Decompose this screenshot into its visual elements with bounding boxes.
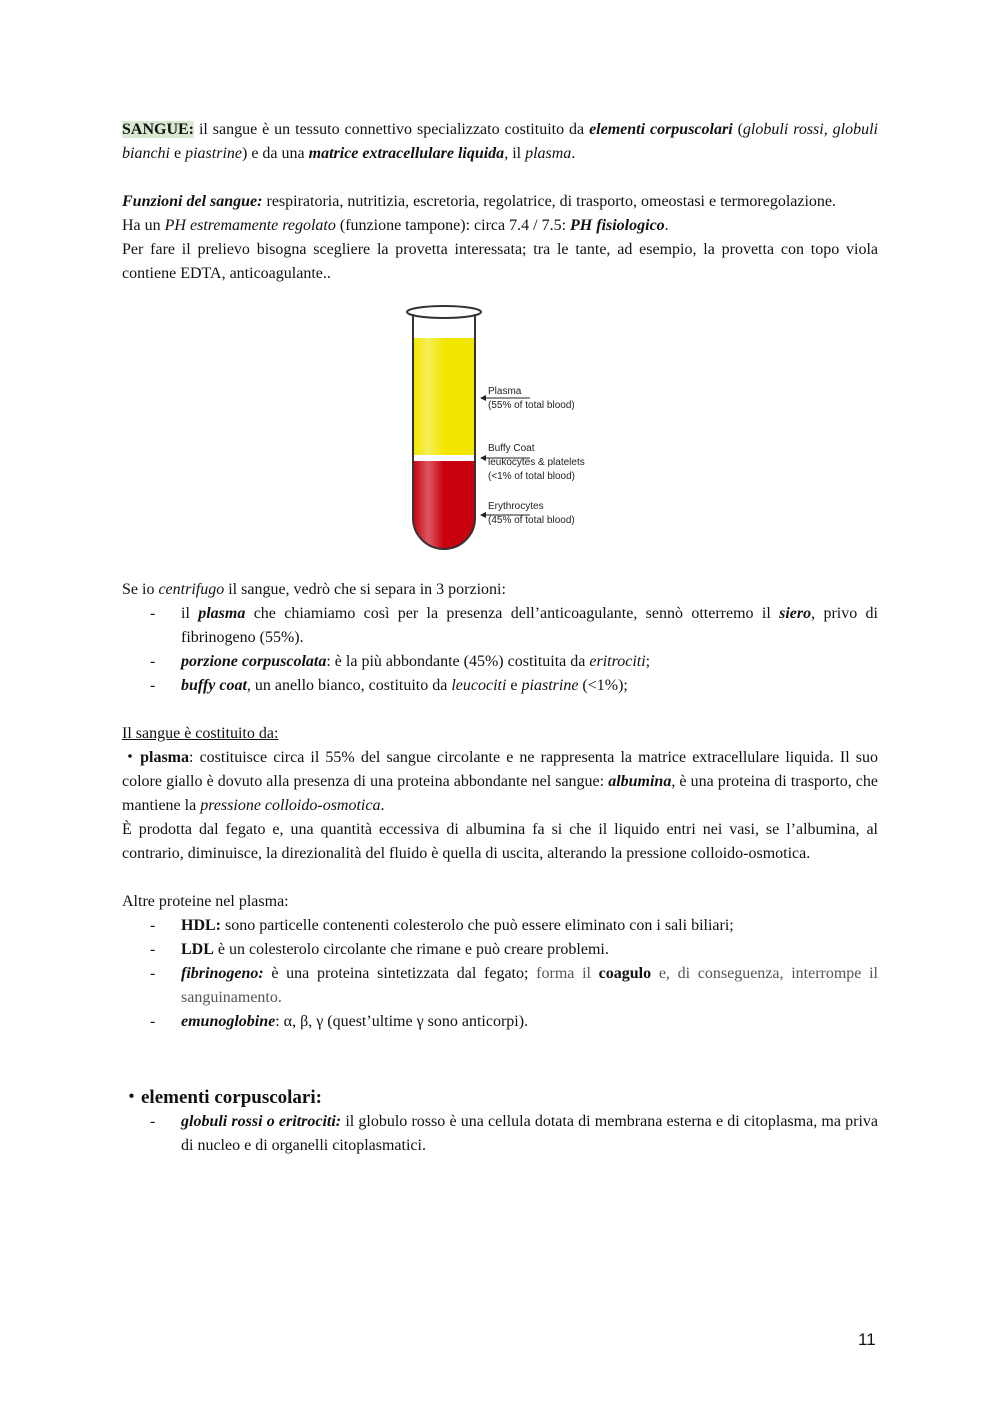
plasma-arrow-head: [480, 395, 486, 401]
elementi-heading: ・elementi corpuscolari:: [122, 1087, 322, 1108]
ph-paragraph: Ha un PH estremamente regolato (funzione tampone): circa 7.4 / 7.5: PH fisiologico.: [122, 217, 669, 234]
list-item: - buffy coat, un anello bianco, costituito da leucociti e piastrine (<1%);: [181, 674, 878, 698]
intro-paragraph: SANGUE: il sangue è un tessuto connettivo specializzato costituito da elementi corpuscolari (globuli rossi, globuli bianchi e piastrine) e da una matrice extracellulare liquida, il plasma.: [122, 121, 878, 162]
plasma-label: Plasma: [488, 386, 522, 397]
plasma-detail: (55% of total blood): [488, 400, 575, 411]
elementi-list: [122, 1110, 878, 1158]
list-item: - emunoglobine: α, β, γ (quest’ultime γ sono anticorpi).: [181, 1010, 878, 1034]
prelievo-paragraph: Per fare il prelievo bisogna scegliere la provetta interessata; tra le tante, ad esempio, la provetta con topo viola contiene EDTA, anticoagulante..: [122, 241, 878, 282]
blood-tube-figure: [122, 298, 878, 578]
funzioni-paragraph: Funzioni del sangue: respiratoria, nutritizia, escretoria, regolatrice, di trasporto, omeostasi e termoregolazione.: [122, 193, 837, 210]
page-number: 11: [858, 1330, 876, 1349]
list-item: - HDL: sono particelle contenenti colesterolo che può essere eliminato con i sali biliari;: [181, 914, 878, 938]
term-sangue: SANGUE:: [122, 121, 195, 138]
plasma-paragraph: ・plasma: costituisce circa il 55% del sangue circolante e ne rappresenta la matrice extracellulare liquida. Il suo colore giallo è dovuto alla presenza di una proteina abbondante nel sangue: albumina, è una proteina di trasporto, che mantiene la pressione colloido-osmotica.: [122, 749, 879, 814]
page-content: [122, 118, 878, 1158]
list-item: - il plasma che chiamiamo così per la presenza dell’anticoagulante, sennò otterremo il siero, privo di fibrinogeno (55%).: [181, 602, 878, 650]
albumina-paragraph: È prodotta dal fegato e, una quantità eccessiva di albumina fa si che il liquido entri nei vasi, se l’albumina, al contrario, diminuisce, la direzionalità del fluido è quella di uscita, alterando la pressione colloido-osmotica.: [122, 821, 878, 862]
erythrocytes-detail: (45% of total blood): [488, 515, 575, 526]
buffy-label: Buffy Coat: [488, 443, 535, 454]
centrifuga-paragraph: Se io centrifugo il sangue, vedrò che si separa in 3 porzioni:: [122, 581, 506, 598]
blood-tube-diagram: [380, 298, 730, 568]
erythrocytes-label: Erythrocytes: [488, 501, 544, 512]
list-item: - globuli rossi o eritrociti: il globulo rosso è una cellula dotata di membrana esterna e di citoplasma, ma priva di nucleo e di organelli citoplasmatici.: [181, 1110, 878, 1158]
proteine-list: [122, 914, 878, 1034]
costituito-heading: Il sangue è costituito da:: [122, 725, 279, 742]
list-item: - LDL è un colesterolo circolante che rimane e può creare problemi.: [181, 938, 878, 962]
list-item: - fibrinogeno: è una proteina sintetizzata dal fegato; forma il coagulo e, di conseguenza, interrompe il sanguinamento.: [181, 962, 878, 1010]
proteine-heading: Altre proteine nel plasma:: [122, 893, 289, 910]
list-item: - porzione corpuscolata: è la più abbondante (45%) costituita da eritrociti;: [181, 650, 878, 674]
buffy-detail-2: (<1% of total blood): [488, 471, 575, 482]
buffy-arrow-head: [480, 455, 486, 461]
porzioni-list: [122, 602, 878, 698]
erythrocytes-arrow-head: [480, 512, 486, 518]
buffy-detail-1: leukocytes & platelets: [488, 457, 585, 468]
